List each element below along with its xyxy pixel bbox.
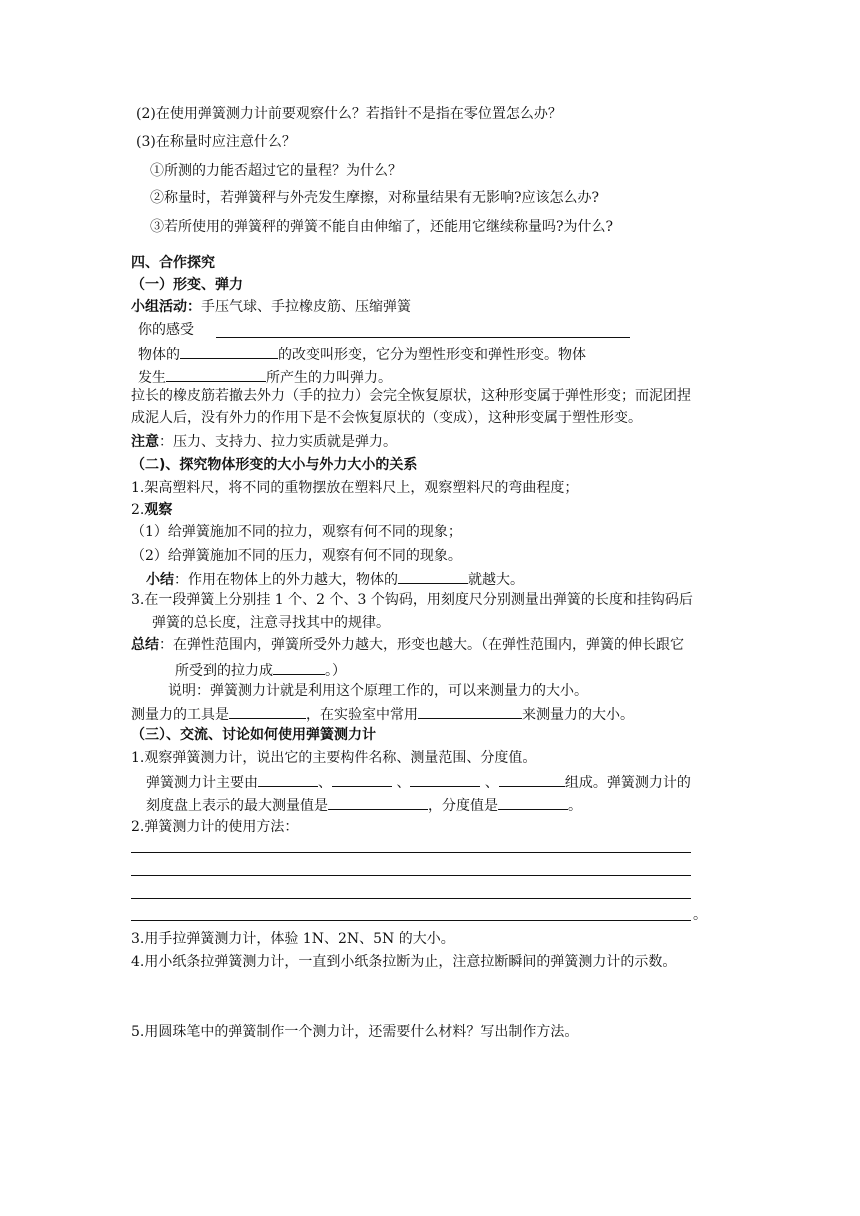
item-2 — [131, 500, 172, 520]
conclusion-line — [131, 635, 684, 655]
item-2-title: 观察 — [144, 502, 173, 518]
summary-text-a: ：作用在物体上的外力越大，物体的 — [174, 572, 398, 588]
item-3-line-2: 弹簧的总长度，注意寻找其中的规律。 — [152, 615, 390, 631]
explanation-line: 说明：弹簧测力计就是利用这个原理工作的，可以来测量力的大小。 — [168, 683, 588, 699]
discussion-item-4: 4.用小纸条拉弹簧测力计，一直到小纸条拉断为止，注意拉断瞬间的弹簧测力计的示数。 — [131, 954, 677, 970]
answer-line-2[interactable] — [131, 875, 691, 876]
group-activity-label: 小组活动： — [131, 299, 201, 315]
item-3-line-1: 3.在一段弹簧上分别挂 1 个、2 个、3 个钩码，用刻度尺分别测量出弹簧的长度和挂钩码后 — [131, 592, 693, 608]
answer-line-3[interactable] — [131, 898, 691, 899]
components-text-b: 组成。弹簧测力计的 — [564, 775, 691, 791]
question-3-2: ②称量时，若弹簧秤与外壳发生摩擦，对称量结果有无影响?应该怎么办? — [150, 190, 600, 206]
range-line — [146, 794, 582, 816]
tool-text-a: 测量力的工具是 — [131, 707, 229, 723]
question-3-1: ①所测的力能否超过它的量程？为什么？ — [150, 163, 402, 179]
note-text: ：压力、支持力、拉力实质就是弹力。 — [159, 434, 397, 450]
deformation-text-a: 物体的 — [138, 347, 180, 363]
conclusion-text-a: 所受到的拉力成 — [175, 663, 273, 679]
tool-blank[interactable] — [229, 703, 306, 719]
group-activity-line — [131, 297, 411, 317]
question-3: (3)在称量时应注意什么？ — [136, 134, 296, 150]
components-sep-2: 、 — [392, 775, 411, 791]
division-value-blank[interactable] — [498, 794, 568, 810]
note-label: 注意 — [131, 434, 159, 450]
question-2: (2)在使用弹簧测力计前要观察什么？若指针不是指在零位置怎么办？ — [136, 106, 562, 122]
component-blank-4[interactable] — [499, 771, 565, 787]
question-3-3: ③若所使用的弹簧秤的弹簧不能自由伸缩了，还能用它继续称量吗?为什么? — [150, 219, 614, 235]
item-2-a: （1）给弹簧施加不同的拉力，观察有何不同的现象； — [131, 524, 462, 540]
summary-blank[interactable] — [398, 568, 468, 584]
subsection-3-heading: （三）、交流、讨论如何使用弹簧测力计 — [131, 727, 376, 743]
conclusion-text-b: 。） — [325, 663, 346, 679]
elastic-force-definition — [138, 366, 392, 388]
range-text-b: ，分度值是 — [428, 798, 498, 814]
lab-tool-blank[interactable] — [418, 703, 522, 719]
group-activity-text: 手压气球、手拉橡皮筋、压缩弹簧 — [201, 299, 411, 315]
note-line — [131, 432, 397, 452]
section-4-heading: 四、合作探究 — [131, 255, 215, 271]
max-value-blank[interactable] — [328, 794, 428, 810]
components-sep-3: 、 — [480, 775, 499, 791]
range-text-c: 。 — [568, 798, 582, 814]
answer-line-1[interactable] — [131, 852, 691, 853]
elastic-text-b: 所产生的力叫弹力。 — [266, 370, 392, 386]
range-text-a: 刻度盘上表示的最大测量值是 — [146, 798, 328, 814]
answer-end-mark: 。 — [693, 907, 707, 923]
answer-line-4[interactable] — [131, 920, 691, 921]
conclusion-text: ：在弹性范围内，弹簧所受外力越大，形变也越大。（在弹性范围内，弹簧的伸长跟它 — [159, 637, 684, 653]
paragraph-line-2: 成泥人后，没有外力的作用下是不会恢复原状的（变成），这种形变属于塑性形变。 — [131, 410, 642, 426]
conclusion-line-2 — [175, 659, 346, 681]
item-1: 1.架高塑料尺，将不同的重物摆放在塑料尺上，观察塑料尺的弯曲程度； — [131, 480, 579, 496]
deformation-blank[interactable] — [180, 343, 278, 359]
feeling-answer-blank[interactable] — [216, 337, 630, 338]
components-text-a: 弹簧测力计主要由 — [146, 775, 258, 791]
summary-label: 小结 — [146, 572, 174, 588]
proportion-blank[interactable] — [273, 659, 325, 675]
component-blank-1[interactable] — [258, 771, 318, 787]
tool-text-c: 来测量力的大小。 — [522, 707, 634, 723]
subsection-2-heading: （二)、探究物体形变的大小与外力大小的关系 — [131, 457, 418, 473]
components-sep-1: 、 — [318, 775, 332, 791]
feeling-line — [138, 320, 194, 340]
discussion-item-1: 1.观察弹簧测力计，说出它的主要构件名称、测量范围、分度值。 — [131, 750, 537, 766]
tool-text-b: ，在实验室中常用 — [306, 707, 418, 723]
elastic-force-blank[interactable] — [166, 366, 266, 382]
discussion-item-5: 5.用圆珠笔中的弹簧制作一个测力计，还需要什么材料？写出制作方法。 — [131, 1024, 579, 1040]
measuring-tool-line — [131, 703, 634, 725]
summary-line — [146, 568, 524, 590]
elastic-text-a: 发生 — [138, 370, 166, 386]
item-2-b: （2）给弹簧施加不同的压力，观察有何不同的现象。 — [131, 548, 462, 564]
components-line — [146, 771, 691, 793]
deformation-text-b: 的改变叫形变，它分为塑性形变和弹性形变。物体 — [278, 347, 586, 363]
component-blank-3[interactable] — [410, 771, 480, 787]
discussion-item-2: 2.弹簧测力计的使用方法： — [131, 819, 299, 835]
component-blank-2[interactable] — [332, 771, 392, 787]
feeling-label: 你的感受 — [138, 322, 194, 338]
conclusion-label: 总结 — [131, 637, 159, 653]
item-2-number: 2. — [131, 502, 145, 518]
deformation-definition — [138, 343, 586, 365]
subsection-1-heading: （一）形变、弹力 — [131, 277, 243, 293]
summary-text-b: 就越大。 — [468, 572, 524, 588]
paragraph-line-1: 拉长的橡皮筋若撤去外力（手的拉力）会完全恢复原状，这种形变属于弹性形变；而泥团捏 — [131, 388, 691, 404]
discussion-item-3: 3.用手拉弹簧测力计，体验 1N、2N、5N 的大小。 — [131, 931, 455, 947]
